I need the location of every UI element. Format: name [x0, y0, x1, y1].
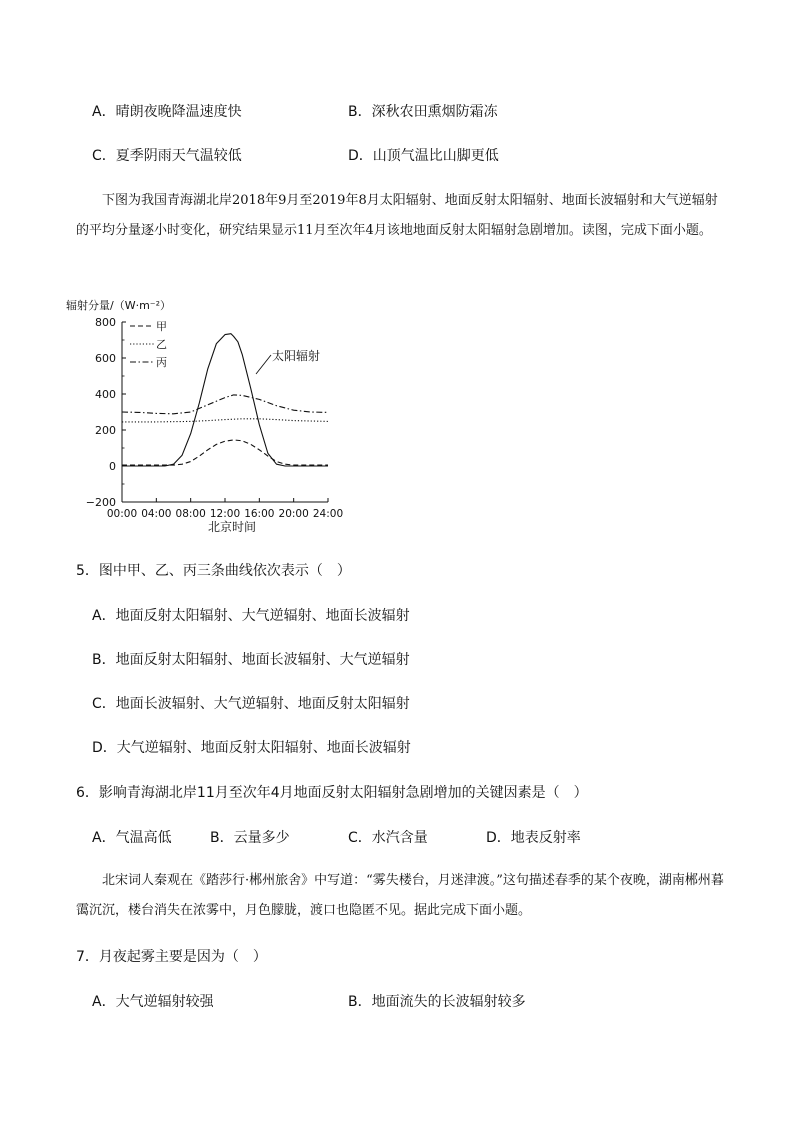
chart-legend — [130, 320, 167, 369]
y-tick-label: 200 — [95, 424, 116, 437]
option-d[interactable]: D．山顶气温比山脚更低 — [348, 148, 499, 164]
x-axis-label: 北京时间 — [207, 520, 257, 534]
legend-label: 甲 — [156, 320, 167, 333]
y-tick-label: 800 — [95, 316, 116, 329]
y-tick-label: 400 — [95, 388, 116, 401]
reading-passage: 下图为我国青海湖北岸2018年9月至2019年8月太阳辐射、地面反射太阳辐射、地面长波辐射和大气逆辐射的平均分量逐小时变化，研究结果显示11月至次年4月该地地面反射太阳辐射急剧增加。读图，完成下面小题。 — [76, 193, 718, 238]
question-6-stem: 6．影响青海湖北岸11月至次年4月地面反射太阳辐射急剧增加的关键因素是（ ） — [76, 785, 588, 801]
question-7-stem: 7．月夜起雾主要是因为（ ） — [76, 949, 267, 965]
y-tick-label: −200 — [85, 496, 116, 509]
x-tick-label: 00:00 — [106, 508, 138, 520]
y-axis-label: 辐射分量/（W·m⁻²） — [66, 299, 172, 312]
reading-passage-2: 北宋词人秦观在《踏莎行·郴州旅舍》中写道：“雾失楼台，月迷津渡。”这句描述春季的某个夜晚，湖南郴州暮霭沉沉，楼台消失在浓雾中，月色朦胧，渡口也隐匿不见。据此完成下面小题。 — [76, 873, 724, 918]
annotation-leader — [256, 355, 271, 374]
option-c[interactable]: C．夏季阴雨天气温较低 — [92, 148, 242, 164]
q6-option-c[interactable]: C．水汽含量 — [348, 830, 428, 846]
chart-annotation: 太阳辐射 — [272, 349, 321, 363]
radiation-chart — [60, 293, 350, 538]
x-tick-label: 08:00 — [175, 508, 206, 520]
q5-option-d[interactable]: D．大气逆辐射、地面反射太阳辐射、地面长波辐射 — [92, 740, 411, 756]
chart-ticks — [86, 316, 343, 520]
q7-option-b[interactable]: B．地面流失的长波辐射较多 — [348, 994, 526, 1010]
question-5-stem: 5．图中甲、乙、丙三条曲线依次表示（ ） — [76, 563, 351, 579]
q6-option-b[interactable]: B．云量多少 — [210, 830, 290, 846]
x-tick-label: 16:00 — [244, 508, 275, 520]
q7-option-a[interactable]: A．大气逆辐射较强 — [92, 994, 214, 1010]
q6-option-a[interactable]: A．气温高低 — [92, 830, 172, 846]
x-tick-label: 04:00 — [141, 508, 172, 520]
option-b[interactable]: B．深秋农田熏烟防霜冻 — [348, 104, 498, 120]
x-tick-label: 12:00 — [209, 508, 241, 520]
q6-option-d[interactable]: D．地表反射率 — [486, 830, 581, 846]
y-tick-label: 0 — [109, 460, 116, 473]
q5-option-a[interactable]: A．地面反射太阳辐射、大气逆辐射、地面长波辐射 — [92, 608, 410, 624]
series-line-乙 — [122, 419, 328, 422]
legend-label: 乙 — [156, 338, 167, 351]
q5-option-c[interactable]: C．地面长波辐射、大气逆辐射、地面反射太阳辐射 — [92, 696, 410, 712]
legend-label: 丙 — [156, 356, 167, 369]
x-tick-label: 20:00 — [278, 508, 309, 520]
series-line-丙 — [122, 395, 328, 414]
option-a[interactable]: A．晴朗夜晚降温速度快 — [92, 104, 242, 120]
q5-option-b[interactable]: B．地面反射太阳辐射、地面长波辐射、大气逆辐射 — [92, 652, 410, 668]
x-tick-label: 24:00 — [312, 508, 344, 520]
y-tick-label: 600 — [95, 352, 116, 365]
series-line-甲 — [122, 440, 328, 465]
